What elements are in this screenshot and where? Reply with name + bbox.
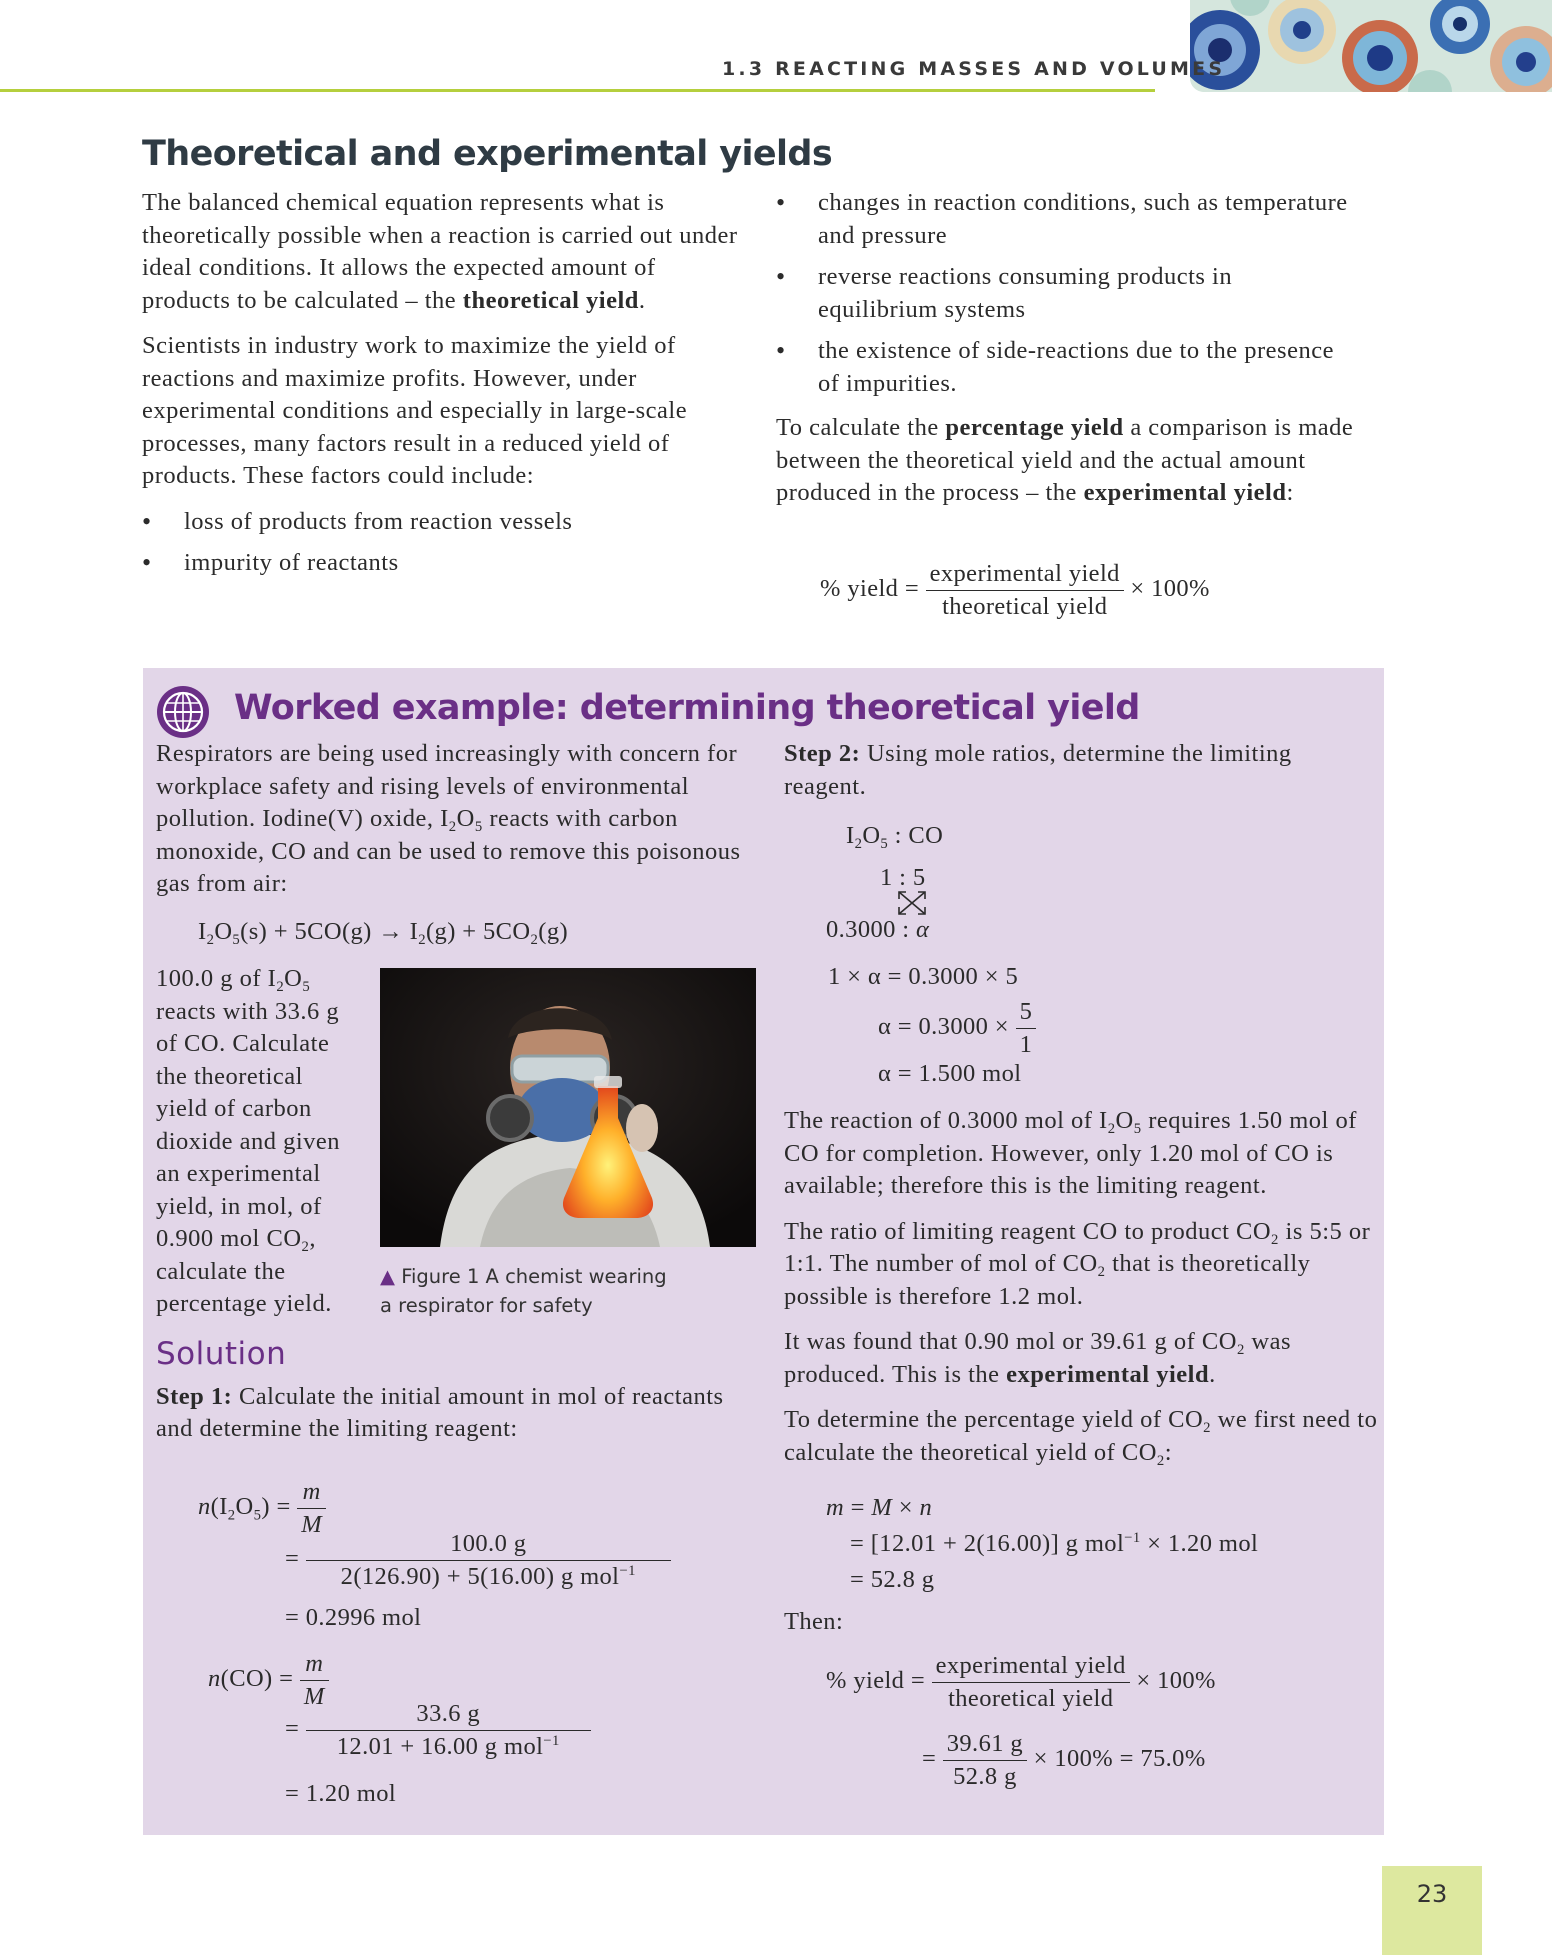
question-line: 100.0 g of $I_2O_5$ <box>156 965 311 996</box>
formula-lhs: % yield = <box>820 575 920 603</box>
list-item: • reverse reactions consuming products in equilibrium systems <box>776 261 1356 326</box>
py-text-b: a comparison is made between the theoretical yield and the actual amount produced in the process – the <box>776 414 1354 506</box>
step2-paragraph <box>784 738 1374 803</box>
percentage-yield-formula <box>820 560 1210 621</box>
intro-left-column <box>142 187 742 589</box>
step2-block <box>784 738 1374 816</box>
calc-i2o5-result: = 0.2996 mol <box>285 1604 422 1631</box>
final-yield-result: = $\frac{39.61 g}{52.8 g}$ × 100% = 75.0% <box>922 1730 1206 1790</box>
cross-multiply-icon <box>895 888 929 918</box>
intro-text: Respirators are being used increasingly with concern for workplace safety and rising levels of environmental pollution. Iodine(V) oxide, I <box>156 740 738 832</box>
caption-text: Figure 1 A chemist wearing a respirator for safety <box>380 1265 667 1317</box>
intro-right-column <box>776 187 1356 523</box>
mole-ratio-paragraph: The ratio of limiting reagent CO to product $CO_2$ is 5:5 or 1:1. The number of mol of $CO_2$ that is theoretically possible is therefore 1.2 mol. <box>784 1217 1371 1310</box>
formula-rhs: × 100% <box>1130 575 1210 603</box>
figure-caption <box>380 1262 680 1320</box>
calc-co-result: = 1.20 mol <box>285 1780 397 1807</box>
header-rule <box>0 89 1155 92</box>
list-item: • changes in reaction conditions, such as temperature and pressure <box>776 187 1356 252</box>
section-title: Theoretical and experimental yields <box>142 134 833 174</box>
percentage-yield-paragraph <box>776 412 1356 510</box>
py-text-end: : <box>1286 479 1294 506</box>
intro-p1-end: . <box>638 286 646 314</box>
calc-i2o5-fraction: = $\frac{100.0 g}{2(126.90) + 5(16.00) g mol^{-1}}$ <box>285 1530 671 1591</box>
ratio-header: $I_2O_5$ : CO <box>846 822 944 853</box>
header-decorative-image <box>1190 0 1552 92</box>
intro-text-b: reacts with carbon monoxide, CO and can be used to remove this poisonous gas from air: <box>156 805 741 897</box>
globe-icon <box>155 684 211 740</box>
term-experimental-yield: experimental yield <box>1083 479 1287 506</box>
mass-line2: = [12.01 + 2(16.00)] g mol$^{-1}$ × 1.20 mol <box>850 1530 1259 1557</box>
final-yield-formula: % yield = $\frac{\text{experimental yield}}{\text{theoretical yield}}$ × 100% <box>826 1652 1216 1712</box>
experimental-yield-paragraph: It was found that 0.90 mol or 39.61 g of $CO_2$ was produced. This is the experimental yield. <box>784 1328 1292 1388</box>
chemist-photo <box>380 968 756 1247</box>
question-line: of CO. Calculate <box>156 1030 330 1057</box>
cell-pattern-art <box>1190 0 1552 92</box>
example-intro-paragraph: Respirators are being used increasingly with concern for workplace safety and rising levels of environmental pollution. Iodine(V) oxide, $I_2O_5$ reacts with carbon monoxide, CO and can be used to remove this poisonous gas from air: <box>156 740 741 897</box>
step1-label: Step 1: <box>156 1382 233 1410</box>
limiting-reagent-paragraph: The reaction of 0.3000 mol of $I_2O_5$ requires 1.50 mol of CO for completion. However, only 1.20 mol of CO is available; therefore this is the limiting reagent. <box>784 1107 1357 1199</box>
question-line: percentage yield. <box>156 1290 332 1317</box>
calc-co-numerator: 33.6 g <box>306 1700 591 1731</box>
ratio-eq1: 1 × α = 0.3000 × 5 <box>828 963 1019 990</box>
example-intro <box>156 738 756 914</box>
factor-list-left <box>142 506 742 580</box>
calc-n-co: n(CO) = $\frac{m}{M}$ <box>208 1650 329 1711</box>
ratio-line: 1 : 5 <box>880 864 926 891</box>
ratio-eq3: α = 1.500 mol <box>878 1060 1022 1087</box>
question-line: yield of carbon <box>156 1095 312 1122</box>
question-line: reacts with 33.6 g <box>156 997 340 1025</box>
mass-line1: m = M × n <box>826 1494 933 1521</box>
calc-co-fraction: = $\frac{33.6 g}{12.01 + 16.00 g mol^{-1}}$ <box>285 1700 591 1761</box>
worked-example-title: Worked example: determining theoretical yield <box>234 688 1140 728</box>
ratio-amount-line: 0.3000 : α <box>826 916 930 943</box>
py-text-a: To calculate the <box>776 414 946 441</box>
factor-list-right <box>776 187 1356 400</box>
list-item: • the existence of side-reactions due to the presence of impurities. <box>776 335 1356 400</box>
question-line: the theoretical <box>156 1062 303 1090</box>
term-percentage-yield: percentage yield <box>945 414 1124 441</box>
term-theoretical-yield: theoretical yield <box>462 286 639 314</box>
step1-text: Calculate the initial amount in mol of reactants and determine the limiting reagent: <box>156 1382 724 1442</box>
formula-denominator: theoretical yield <box>942 593 1108 620</box>
question-line: 0.900 mol $CO_2$, <box>156 1225 316 1256</box>
example-question <box>156 963 386 1321</box>
page-number: 23 <box>1416 1880 1448 1908</box>
intro-paragraph-2: Scientists in industry work to maximize the yield of reactions and maximize profits. However, under experimental conditions and especially in large-scale processes, many factors result in a reduced yield of products. These factors could include: <box>142 332 688 489</box>
list-item: • loss of products from reaction vessels <box>142 506 742 539</box>
formula-fraction <box>926 560 1124 621</box>
question-line: an experimental <box>156 1160 321 1187</box>
solution-heading: Solution <box>156 1336 287 1372</box>
solution-block <box>156 1338 726 1459</box>
then-label: Then: <box>784 1608 844 1635</box>
question-line: yield, in mol, of <box>156 1192 322 1220</box>
calc-n-i2o5: $n(I_2O_5)$ = $\frac{m}{M}$ <box>198 1478 326 1539</box>
mass-line3: = 52.8 g <box>850 1566 935 1593</box>
theoretical-yield-paragraph: To determine the percentage yield of $CO_2$ we first need to calculate the theoretical yield of $CO_2$: <box>784 1406 1378 1469</box>
intro-paragraph-1 <box>142 187 742 317</box>
step2-text: Using mole ratios, determine the limiting reagent. <box>784 740 1292 800</box>
formula-numerator: experimental yield <box>926 560 1124 591</box>
question-line: calculate the <box>156 1257 286 1285</box>
running-head: 1.3 REACTING MASSES AND VOLUMES <box>722 58 1226 80</box>
calc-i2o5-denominator: 2(126.90) + 5(16.00) g mol <box>340 1563 620 1590</box>
step2-label: Step 2: <box>784 740 861 767</box>
calc-co-denominator: 12.01 + 16.00 g mol <box>336 1733 544 1760</box>
caption-marker: ▲ <box>380 1265 395 1288</box>
analysis-paragraphs <box>784 1105 1384 1482</box>
intro-p1-text: The balanced chemical equation represents what is theoretically possible when a reaction is carried out under ideal conditions. It allows the expected amount of products to be calculated – the <box>142 189 738 314</box>
question-line: dioxide and given <box>156 1127 341 1155</box>
ratio-eq2: α = 0.3000 × $\frac{5}{1}$ <box>878 998 1036 1059</box>
calc-i2o5-numerator: 100.0 g <box>306 1530 671 1561</box>
step1-paragraph <box>156 1381 726 1446</box>
list-item: • impurity of reactants <box>142 547 742 580</box>
reaction-equation: $I_2O_5(s) + 5CO(g) \to I_2(g) + 5CO_2(g)$ <box>198 918 569 949</box>
